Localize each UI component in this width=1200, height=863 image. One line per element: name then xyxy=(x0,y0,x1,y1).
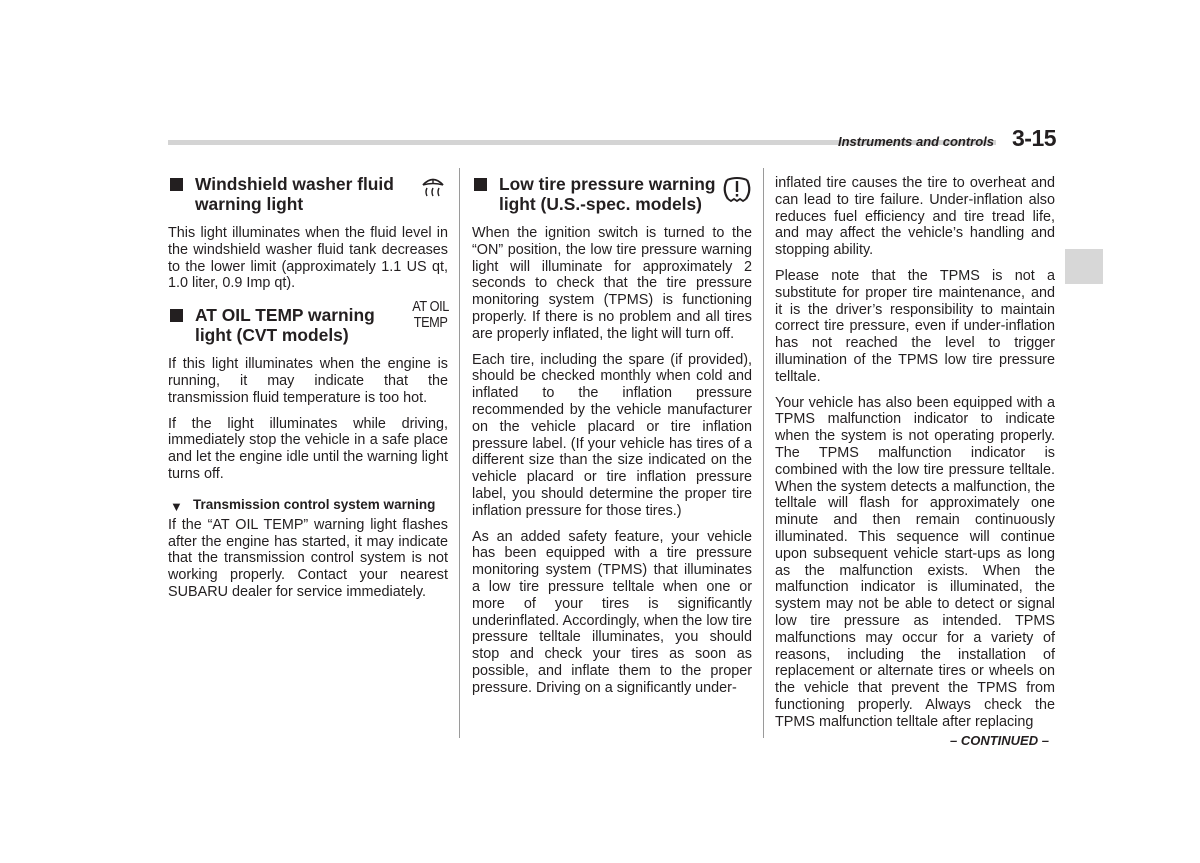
paragraph: When the ignition switch is turned to the “ON” position, the low tire pressure warning light will illuminate for approximately 2 seconds to check that the tire pressure monitoring system (TPMS) is functioning properly. If there is no problem and all tires are properly inflated, the light will turn off. xyxy=(472,225,752,342)
paragraph: If this light illuminates when the engine is running, it may indicate that the transmission fluid temperature is too hot. xyxy=(168,356,448,406)
column-divider xyxy=(763,168,764,738)
section-heading xyxy=(168,175,448,214)
chapter-tab-marker xyxy=(1065,249,1103,284)
column-2 xyxy=(472,175,752,706)
section-title: Instruments and controls xyxy=(838,134,995,149)
page-number: 3-15 xyxy=(1012,125,1057,151)
column-divider xyxy=(459,168,460,738)
tire-pressure-icon xyxy=(720,172,754,211)
paragraph: If the light illuminates while driving, immediately stop the vehicle in a safe place and let the engine idle until the warning light turns off. xyxy=(168,415,449,482)
heading-bullet-icon xyxy=(170,178,183,191)
section-heading xyxy=(168,298,449,345)
icon-label-line1: AT OIL xyxy=(412,298,449,316)
triangle-bullet-icon: ▼ xyxy=(170,498,183,514)
at-oil-temp-icon xyxy=(412,299,449,331)
paragraph: Please note that the TPMS is not a substitute for proper tire maintenance, and it is the driver’s responsibility to maintain correct tire pressure, even if under-inflation has not reached the level to trigger illumination of the TPMS low tire pressure telltale. xyxy=(775,267,1055,385)
continued-label: – CONTINUED – xyxy=(950,733,1049,748)
heading-bullet-icon xyxy=(474,178,487,191)
heading-text: Low tire pressure warning light (U.S.-spec. models) xyxy=(499,174,716,214)
sub-heading-text: Transmission control system warning xyxy=(193,496,436,512)
paragraph: Each tire, including the spare (if provided), should be checked monthly when cold and inflated to the inflation pressure recommended by the vehicle manufacturer on the vehicle placard or tire inflation pressure label. (If your vehicle has tires of a different size than the size indicated on the vehicle placard or tire inflation pressure label, you should determine the proper tire inflation pressure for those tires.) xyxy=(472,351,752,519)
column-1 xyxy=(168,175,448,610)
column-3 xyxy=(775,175,1055,740)
icon-label-line2: TEMP xyxy=(413,314,448,332)
paragraph: If the “AT OIL TEMP” warning light flashes after the engine has started, it may indicate that the transmission control system is not working properly. Contact your nearest SUBARU dealer for service immediately. xyxy=(168,516,448,600)
washer-fluid-icon xyxy=(418,170,448,205)
paragraph: This light illuminates when the fluid level in the windshield washer fluid tank decreases to the lower limit (approximately 1.1 US qt, 1.0 liter, 0.9 Imp qt). xyxy=(168,225,448,292)
paragraph: As an added safety feature, your vehicle has been equipped with a tire pressure monitoring system (TPMS) that illuminates a low tire pressure telltale when one or more of your tires is significantly underinflated. Accordingly, when the low tire pressure telltale illuminates, you should stop and check your tires as soon as possible, and inflate them to the proper pressure. Driving on a significantly under- xyxy=(472,528,752,696)
heading-bullet-icon xyxy=(170,309,183,322)
heading-text: AT OIL TEMP warning light (CVT models) xyxy=(195,305,375,345)
heading-text: Windshield washer fluid warning light xyxy=(195,174,394,214)
sub-heading xyxy=(168,497,448,513)
section-heading xyxy=(472,175,752,214)
paragraph: Your vehicle has also been equipped with a TPMS malfunction indicator to indicate when the system is not operating properly. The TPMS malfunction indicator is combined with the low tire pressure telltale. When the system detects a malfunction, the telltale will flash for approximately one minute and then remain continuously illuminated. This sequence will continue upon subsequent vehicle start-ups as long as the malfunction exists. When the malfunction indicator is illuminated, the system may not be able to detect or signal low tire pressure as intended. TPMS malfunctions may occur for a variety of reasons, including the installation of replacement or alternate tires or wheels on the vehicle that prevent the TPMS from functioning properly. Always check the TPMS malfunction telltale after replacing xyxy=(775,394,1055,730)
paragraph: inflated tire causes the tire to overheat and can lead to tire failure. Under-inflation also reduces fuel efficiency and tire tread life, and may affect the vehicle’s handling and stopping ability. xyxy=(775,175,1055,259)
